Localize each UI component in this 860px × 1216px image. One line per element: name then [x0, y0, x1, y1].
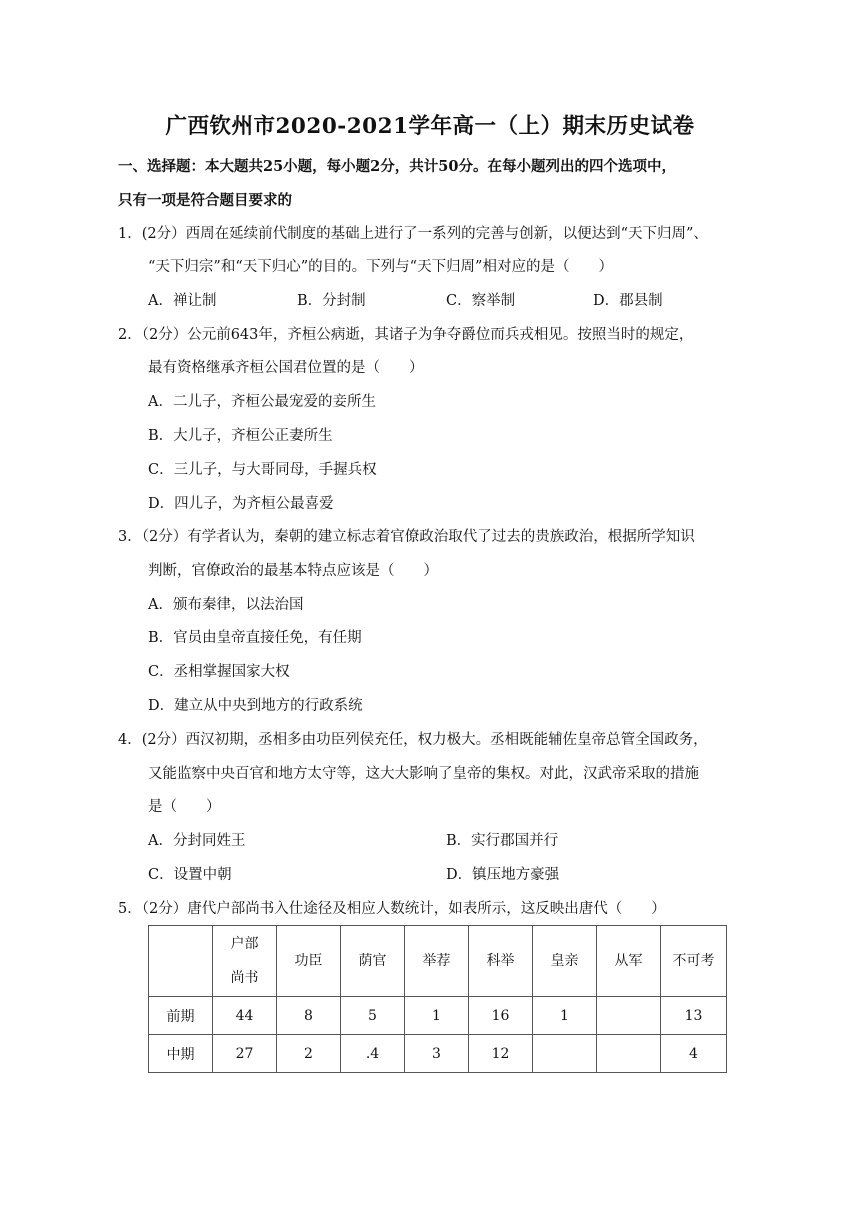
- table-cell: 1: [405, 997, 469, 1035]
- table-header-cell: [213, 926, 277, 997]
- table-header-text: 户部尚书: [230, 936, 259, 986]
- table-header-row: [149, 926, 727, 997]
- table-cell: 前期: [149, 997, 213, 1035]
- q1-option-a[interactable]: A．禅让制: [148, 293, 217, 309]
- q3-option-d[interactable]: D．建立从中央到地方的行政系统: [148, 698, 363, 714]
- q3-option-b[interactable]: B．官员由皇帝直接任免，有任期: [148, 630, 362, 646]
- q4-option-a[interactable]: A．分封同姓王: [148, 833, 246, 849]
- q1-stem-line2: “天下归宗”和“天下归心”的目的。下列与“天下归周”相对应的是（ ）: [148, 259, 613, 275]
- table-header-cell: 皇亲: [533, 926, 597, 997]
- q4-option-b[interactable]: B．实行郡国并行: [446, 833, 559, 849]
- q4-option-d[interactable]: D．镇压地方豪强: [446, 867, 560, 883]
- q1-stem-line1: 1．(2分）西周在延续前代制度的基础上进行了一系列的完善与创新，以便达到“天下归周”、: [118, 226, 708, 242]
- page-title: 广西钦州市2020-2021学年高一（上）期末历史试卷: [165, 114, 695, 139]
- table-cell: 27: [213, 1035, 277, 1073]
- table-cell: [533, 1035, 597, 1073]
- q4-option-c[interactable]: C．设置中朝: [148, 867, 232, 883]
- table-header-cell: 功臣: [277, 926, 341, 997]
- table-header-cell: 荫官: [341, 926, 405, 997]
- table-row: [149, 1035, 727, 1073]
- table-cell: 3: [405, 1035, 469, 1073]
- table-cell: [597, 1035, 661, 1073]
- q1-option-d[interactable]: D．郡县制: [593, 293, 663, 309]
- table-header-cell: 不可考: [661, 926, 727, 997]
- q1-option-c[interactable]: C．察举制: [446, 293, 516, 309]
- data-table: [148, 925, 727, 1073]
- table-cell: .4: [341, 1035, 405, 1073]
- table-header-cell: 科举: [469, 926, 533, 997]
- q3-option-a[interactable]: A．颁布秦律，以法治国: [148, 597, 304, 613]
- table-cell: 1: [533, 997, 597, 1035]
- q2-stem-line2: 最有资格继承齐桓公国君位置的是（ ）: [148, 360, 424, 376]
- q2-option-a[interactable]: A．二儿子，齐桓公最宠爱的妾所生: [148, 394, 376, 410]
- q1-option-b[interactable]: B．分封制: [297, 293, 366, 309]
- q3-stem-line1: 3．（2分）有学者认为，秦朝的建立标志着官僚政治取代了过去的贵族政治，根据所学知识: [118, 529, 695, 545]
- table-header-cell: 从军: [597, 926, 661, 997]
- table-cell: 12: [469, 1035, 533, 1073]
- q2-option-d[interactable]: D．四儿子，为齐桓公最喜爱: [148, 496, 334, 512]
- q2-option-c[interactable]: C．三儿子，与大哥同母，手握兵权: [148, 462, 377, 478]
- q3-stem-line2: 判断，官僚政治的最基本特点应该是（ ）: [148, 563, 438, 579]
- q4-stem-line1: 4．(2分）西汉初期，丞相多由功臣列侯充任，权力极大。丞相既能辅佐皇帝总管全国政务，: [118, 732, 708, 748]
- table-cell: 8: [277, 997, 341, 1035]
- table-cell: 中期: [149, 1035, 213, 1073]
- q4-stem-line3: 是（ ）: [148, 799, 221, 815]
- section-heading-line1: 一、选择题：本大题共25小题，每小题2分，共计50分。在每小题列出的四个选项中，: [118, 158, 676, 175]
- table-header-cell: [149, 926, 213, 997]
- q2-option-b[interactable]: B．大儿子，齐桓公正妻所生: [148, 428, 333, 444]
- q2-stem-line1: 2．（2分）公元前643年，齐桓公病逝，其诸子为争夺爵位而兵戎相见。按照当时的规定，: [118, 327, 694, 343]
- table-cell: 4: [661, 1035, 727, 1073]
- table-header-cell: 举荐: [405, 926, 469, 997]
- q5-stem-line1: 5．（2分）唐代户部尚书入仕途径及相应人数统计，如表所示，这反映出唐代（ ）: [118, 901, 666, 917]
- table-cell: 44: [213, 997, 277, 1035]
- table-cell: 2: [277, 1035, 341, 1073]
- table-cell: 16: [469, 997, 533, 1035]
- table-cell: [597, 997, 661, 1035]
- section-heading-line2: 只有一项是符合题目要求的: [118, 192, 292, 209]
- table-cell: 13: [661, 997, 727, 1035]
- table-row: [149, 997, 727, 1035]
- q4-stem-line2: 又能监察中央百官和地方太守等，这大大影响了皇帝的集权。对此，汉武帝采取的措施: [148, 766, 699, 782]
- q3-option-c[interactable]: C．丞相掌握国家大权: [148, 664, 290, 680]
- table-cell: 5: [341, 997, 405, 1035]
